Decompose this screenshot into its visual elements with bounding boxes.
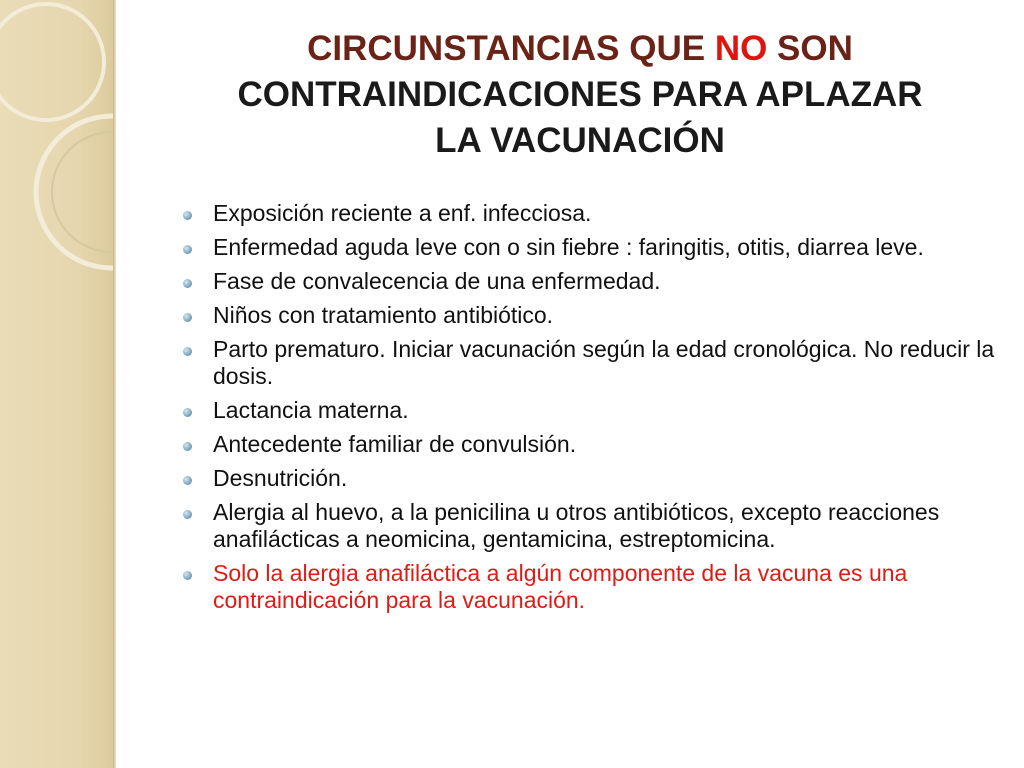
list-item [180, 499, 1000, 553]
list-item [180, 397, 1000, 424]
bullet-text: Antecedente familiar de convulsión. [213, 431, 577, 457]
decorative-rings-icon [0, 0, 113, 768]
bullet-dot-icon [183, 313, 192, 322]
bullet-text: Fase de convalecencia de una enfermedad. [213, 268, 661, 294]
bullet-text: Alergia al huevo, a la penicilina u otros antibióticos, excepto reacciones anafilácticas a neomicina, gentamicina, estreptomicina. [213, 499, 940, 552]
list-item [180, 465, 1000, 492]
title-line-3: LA VACUNACIÓN [435, 121, 725, 160]
bullet-dot-icon [183, 510, 192, 519]
decorative-side-panel [0, 0, 113, 768]
bullet-text: Desnutrición. [213, 465, 348, 491]
bullet-dot-icon [183, 476, 192, 485]
bullet-dot-icon [183, 245, 192, 254]
bullet-dot-icon [183, 442, 192, 451]
bullet-text: Solo la alergia anafiláctica a algún componente de la vacuna es una contraindicación para la vacunación. [213, 560, 908, 613]
title-line-2: CONTRAINDICACIONES PARA APLAZAR [237, 75, 923, 114]
bullet-dot-icon [183, 279, 192, 288]
title-part-3: SON [767, 29, 853, 68]
bullet-dot-icon [183, 408, 192, 417]
title-highlight-no: NO [714, 29, 768, 68]
bullet-dot-icon [183, 571, 192, 580]
bullet-text: Exposición reciente a enf. infecciosa. [213, 200, 592, 226]
bullet-text: Lactancia materna. [213, 397, 409, 423]
list-item [180, 302, 1000, 329]
slide-title [150, 26, 1010, 164]
list-item [180, 268, 1000, 295]
list-item [180, 200, 1000, 227]
list-item [180, 234, 1000, 261]
list-item-highlight [180, 560, 1000, 614]
bullet-text: Parto prematuro. Iniciar vacunación según la edad cronológica. No reducir la dosis. [213, 336, 995, 389]
bullet-dot-icon [183, 347, 192, 356]
list-item [180, 336, 1000, 390]
bullet-text: Niños con tratamiento antibiótico. [213, 302, 554, 328]
title-part-1: CIRCUNSTANCIAS QUE [307, 29, 715, 68]
bullet-list [180, 200, 1000, 621]
side-panel-edge [113, 0, 116, 768]
bullet-text: Enfermedad aguda leve con o sin fiebre : faringitis, otitis, diarrea leve. [213, 234, 924, 260]
list-item [180, 431, 1000, 458]
bullet-dot-icon [183, 211, 192, 220]
